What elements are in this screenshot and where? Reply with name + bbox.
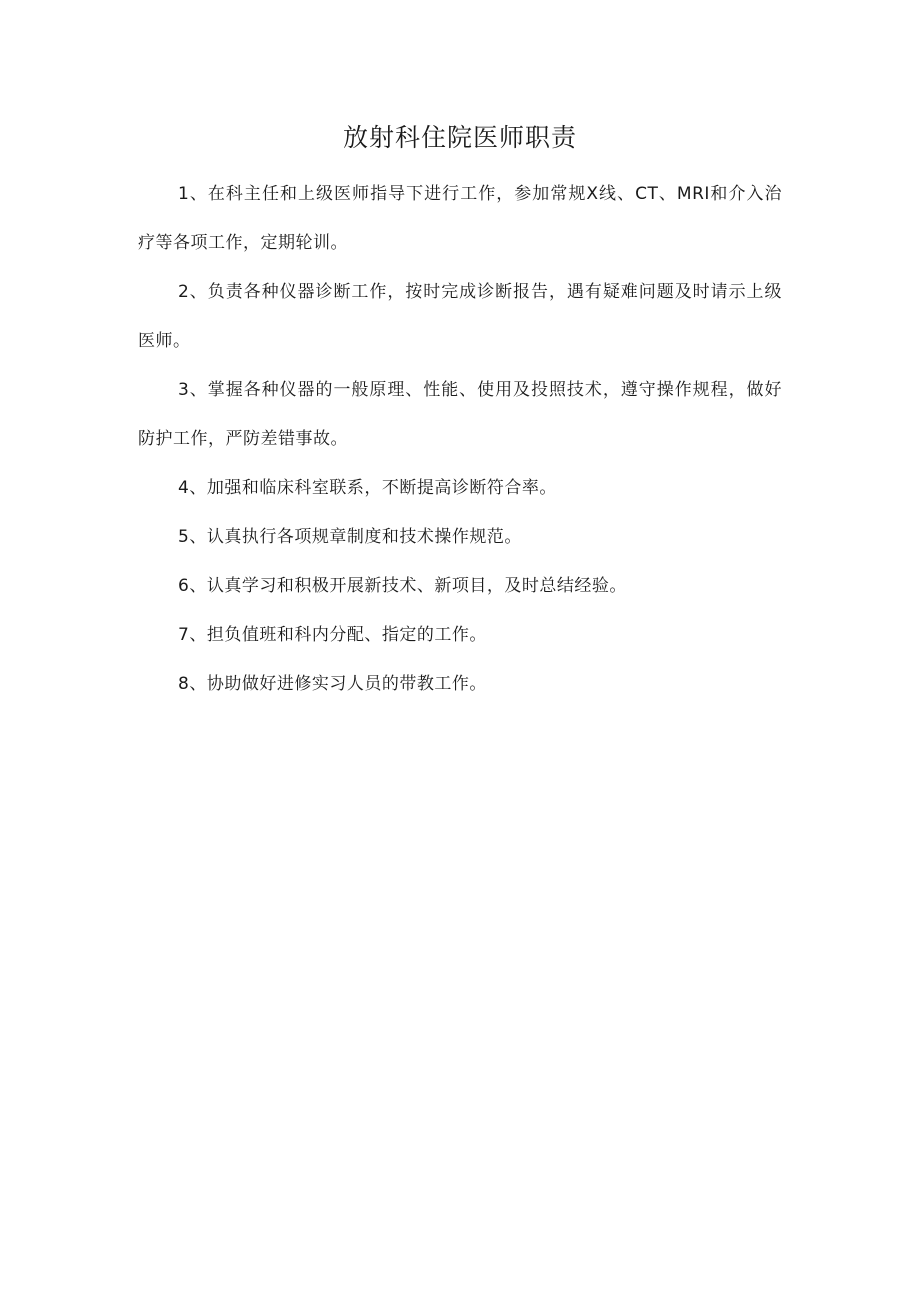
document-title: 放射科住院医师职责	[342, 123, 577, 152]
duty-item-7: 7、担负值班和科内分配、指定的工作。	[178, 625, 487, 645]
document-body	[138, 170, 782, 709]
duty-item-3: 3、掌握各种仪器的一般原理、性能、使用及投照技术，遵守操作规程，做好防护工作，严防差错事故。	[138, 380, 782, 449]
duty-item-4: 4、加强和临床科室联系，不断提高诊断符合率。	[178, 478, 557, 498]
duty-item-1: 1、在科主任和上级医师指导下进行工作，参加常规X线、CT、MRI和介入治疗等各项工作，定期轮训。	[138, 184, 782, 253]
duty-item-2: 2、负责各种仪器诊断工作，按时完成诊断报告，遇有疑难问题及时请示上级医师。	[138, 282, 782, 351]
duty-item-6: 6、认真学习和积极开展新技术、新项目，及时总结经验。	[178, 576, 627, 596]
duty-item-5: 5、认真执行各项规章制度和技术操作规范。	[178, 527, 522, 547]
duty-item-8: 8、协助做好进修实习人员的带教工作。	[178, 674, 487, 694]
